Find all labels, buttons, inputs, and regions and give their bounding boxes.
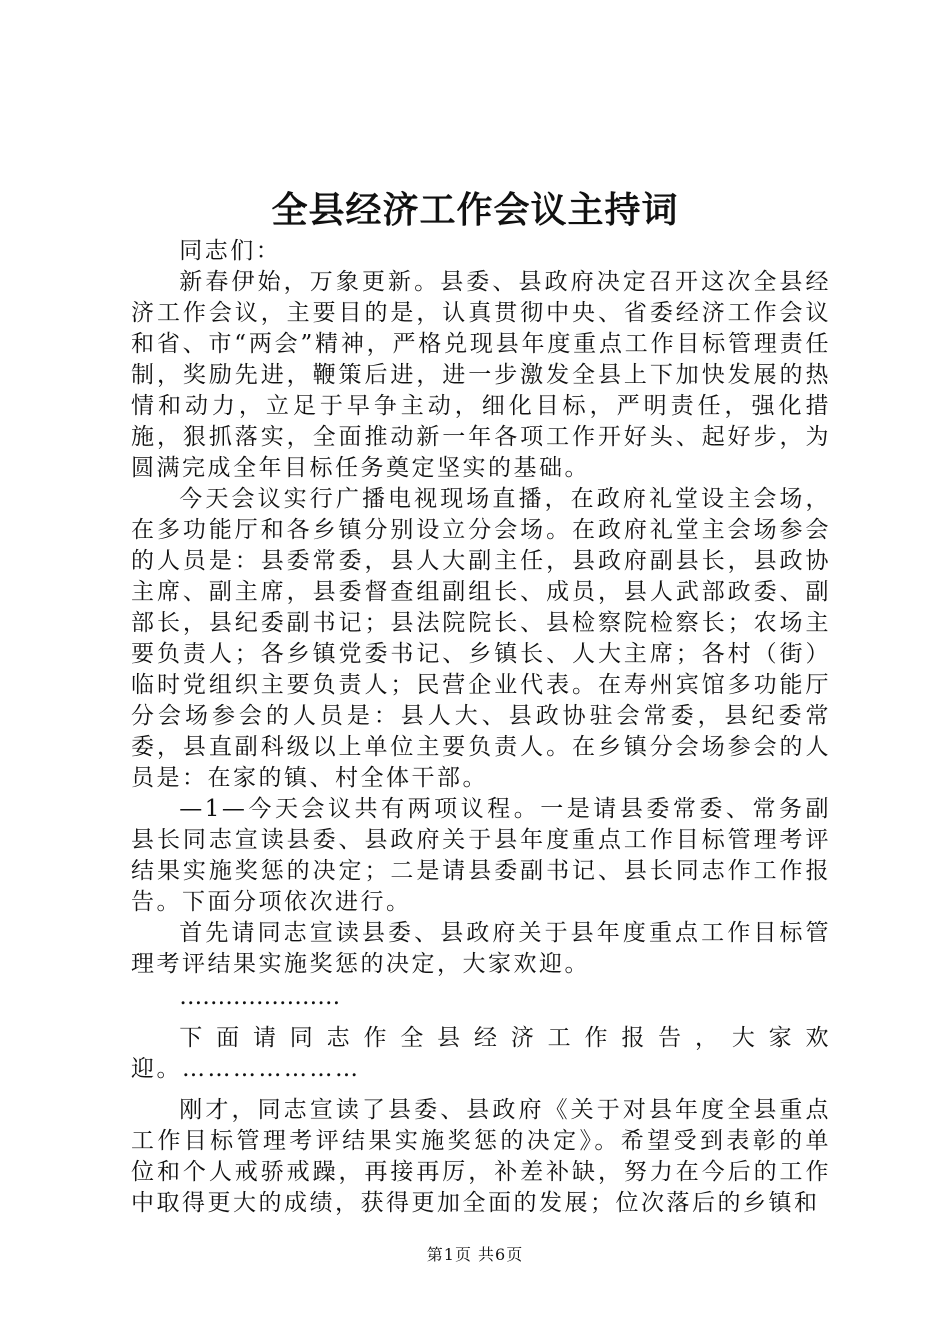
paragraph-closing: 刚才，同志宣读了县委、县政府《关于对县年度全县重点工作目标管理考评结果实施奖惩的决定》。希望受到表彰的单位和个人戒骄戒躁，再接再厉，补差补缺，努力在今后的工作中取得更大的成绩，获得更加全面的发展；位次落后的乡镇和 (131, 1097, 831, 1216)
paragraph-report: 下面请同志作全县经济工作报告，大家欢迎。………………… (131, 1025, 831, 1082)
paragraph-agenda: —1—今天会议共有两项议程。一是请县委常委、常务副县长同志宣读县委、县政府关于县年度重点工作目标管理考评结果实施奖惩的决定；二是请县委副书记、县长同志作工作报告。下面分项依次进行。 (131, 796, 831, 915)
paragraph-venues: 今天会议实行广播电视现场直播，在政府礼堂设主会场，在多功能厅和各乡镇分别设立分会场。在政府礼堂主会场参会的人员是：县委常委，县人大副主任，县政府副县长，县政协主席、副主席，县委督查组副组长、成员，县人武部政委、副部长，县纪委副书记；县法院院长、县检察院检察长；农场主要负责人；各乡镇党委书记、乡镇长、人大主席；各村（街）临时党组织主要负责人；民营企业代表。在寿州宾馆多功能厅分会场参会的人员是：县人大、县政协驻会常委，县纪委常委，县直副科级以上单位主要负责人。在乡镇分会场参会的人员是：在家的镇、村全体干部。 (131, 486, 831, 791)
paragraph-first-item: 首先请同志宣读县委、县政府关于县年度重点工作目标管理考评结果实施奖惩的决定，大家欢迎。 (131, 920, 831, 977)
salutation: 同志们： (179, 238, 282, 264)
paragraph-opening: 新春伊始，万象更新。县委、县政府决定召开这次全县经济工作会议，主要目的是，认真贯彻中央、省委经济工作会议和省、市“两会”精神，严格兑现县年度重点工作目标管理责任制，奖励先进，鞭策后进，进一步激发全县上下加快发展的热情和动力，立足于早争主动，细化目标，严明责任，强化措施，狠抓落实，全面推动新一年各项工作开好头、起好步，为圆满完成全年目标任务奠定坚实的基础。 (131, 269, 831, 481)
page-indicator: 第1页 共6页 (426, 1245, 524, 1264)
ellipsis-line: ………………… (179, 984, 341, 1010)
document-body (131, 236, 831, 1219)
document-title: 全县经济工作会议主持词 (271, 189, 679, 231)
